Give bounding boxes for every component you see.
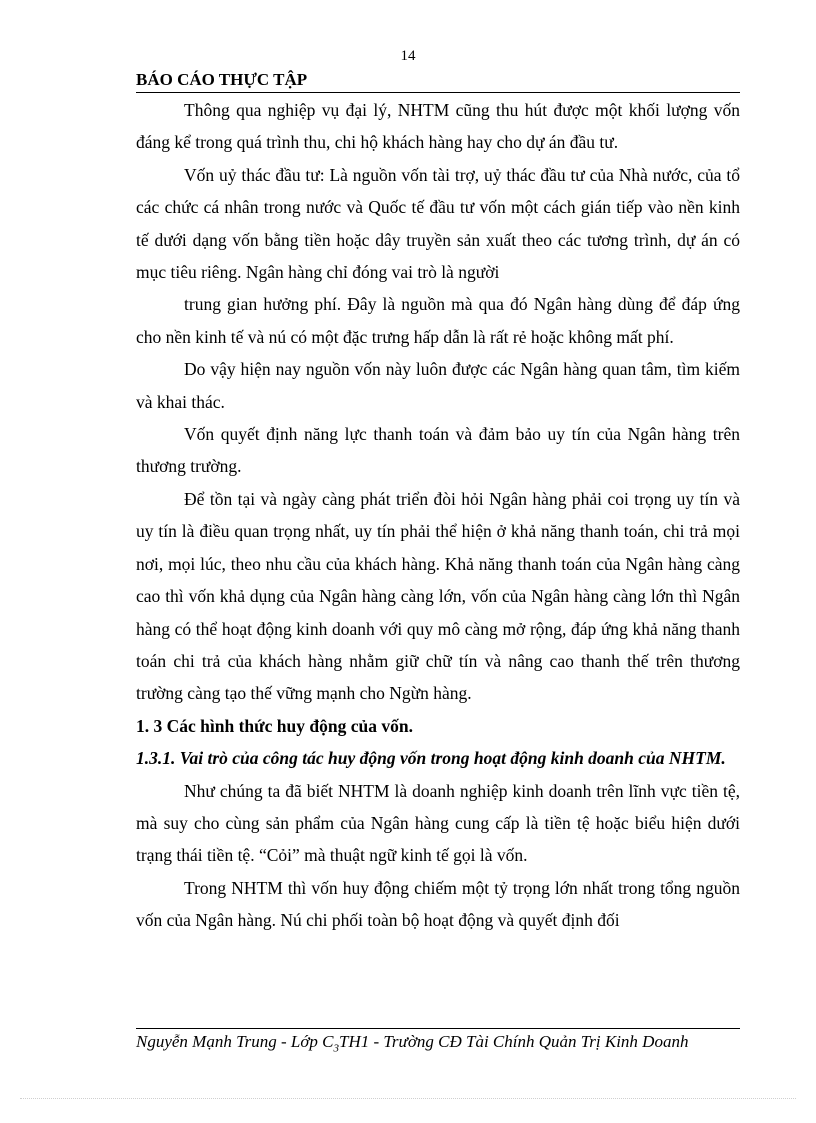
paragraph: Trong NHTM thì vốn huy động chiếm một tỷ trọng lớn nhất trong tổng nguồn vốn của Ngân hàng. Nú chi phối toàn bộ hoạt động và quyết định đối [136,877,740,931]
header-title: BÁO CÁO THỰC TẬP [136,70,308,89]
paragraph: Để tồn tại và ngày càng phát triển đòi hỏi Ngân hàng phải coi trọng uy tín và uy tín là điều quan trọng nhất, uy tín phải thể hiện ở khả năng thanh toán, chi trả mọi nơi, mọi lúc, theo nhu cầu của khách hàng. Khả năng thanh toán của Ngân hàng càng cao thì vốn khả dụng của Ngân hàng càng lớn, vốn của Ngân hàng càng lớn thì Ngân hàng có thể hoạt động kinh doanh với quy mô càng mở rộng, đáp ứng khả năng thanh toán chi trả của khách hàng nhằm giữ chữ tín và nâng cao thanh thế trên thương trường càng tạo thế vững mạnh cho Ngừn hàng. [136,488,740,704]
header-divider [136,92,740,93]
page-number: 14 [400,48,416,64]
footer-author: Nguyễn Mạnh Trung - Lớp C [136,1032,334,1051]
footer-school: TH1 - Trường CĐ Tài Chính Quản Trị Kinh Doanh [339,1032,689,1051]
footer [136,1031,740,1059]
paragraph: Vốn quyết định năng lực thanh toán và đảm bảo uy tín của Ngân hàng trên thương trường. [136,424,740,477]
paragraph: trung gian hưởng phí. Đây là nguồn mà qua đó Ngân hàng dùng để đáp ứng cho nền kinh tế và nú có một đặc trưng hấp dẫn là rất rẻ hoặc không mất phí. [136,294,740,347]
footer-subscript: 3 [333,1042,340,1055]
document-body [136,94,740,937]
subsection-heading: 1.3.1. Vai trò của công tác huy động vốn trong hoạt động kinh doanh của NHTM. [136,748,726,769]
footer-divider [136,1028,740,1029]
page-boundary [20,1098,796,1099]
section-heading: 1. 3 Các hình thức huy động của vốn. [136,715,413,736]
paragraph: Vốn uỷ thác đầu tư: Là nguồn vốn tài trợ, uỷ thác đầu tư của Nhà nước, của tổ các chức cá nhân trong nước và Quốc tế đầu tư vốn một cách gián tiếp vào nền kinh tế dưới dạng vốn bằng tiền hoặc dây truyền sản xuất theo các tương trình, dự án có mục tiêu riêng. Ngân hàng chỉ đóng vai trò là người [136,164,740,283]
paragraph: Như chúng ta đã biết NHTM là doanh nghiệp kinh doanh trên lĩnh vực tiền tệ, mà suy cho cùng sản phẩm của Ngân hàng cung cấp là tiền tệ hoặc biểu hiện dưới trạng thái tiền tệ. “Cỏi” mà thuật ngữ kinh tế gọi là vốn. [136,780,740,866]
paragraph: Thông qua nghiệp vụ đại lý, NHTM cũng thu hút được một khối lượng vốn đáng kể trong quá trình thu, chi hộ khách hàng hay cho dự án đầu tư. [136,100,740,153]
paragraph: Do vậy hiện nay nguồn vốn này luôn được các Ngân hàng quan tâm, tìm kiếm và khai thác. [136,359,740,412]
